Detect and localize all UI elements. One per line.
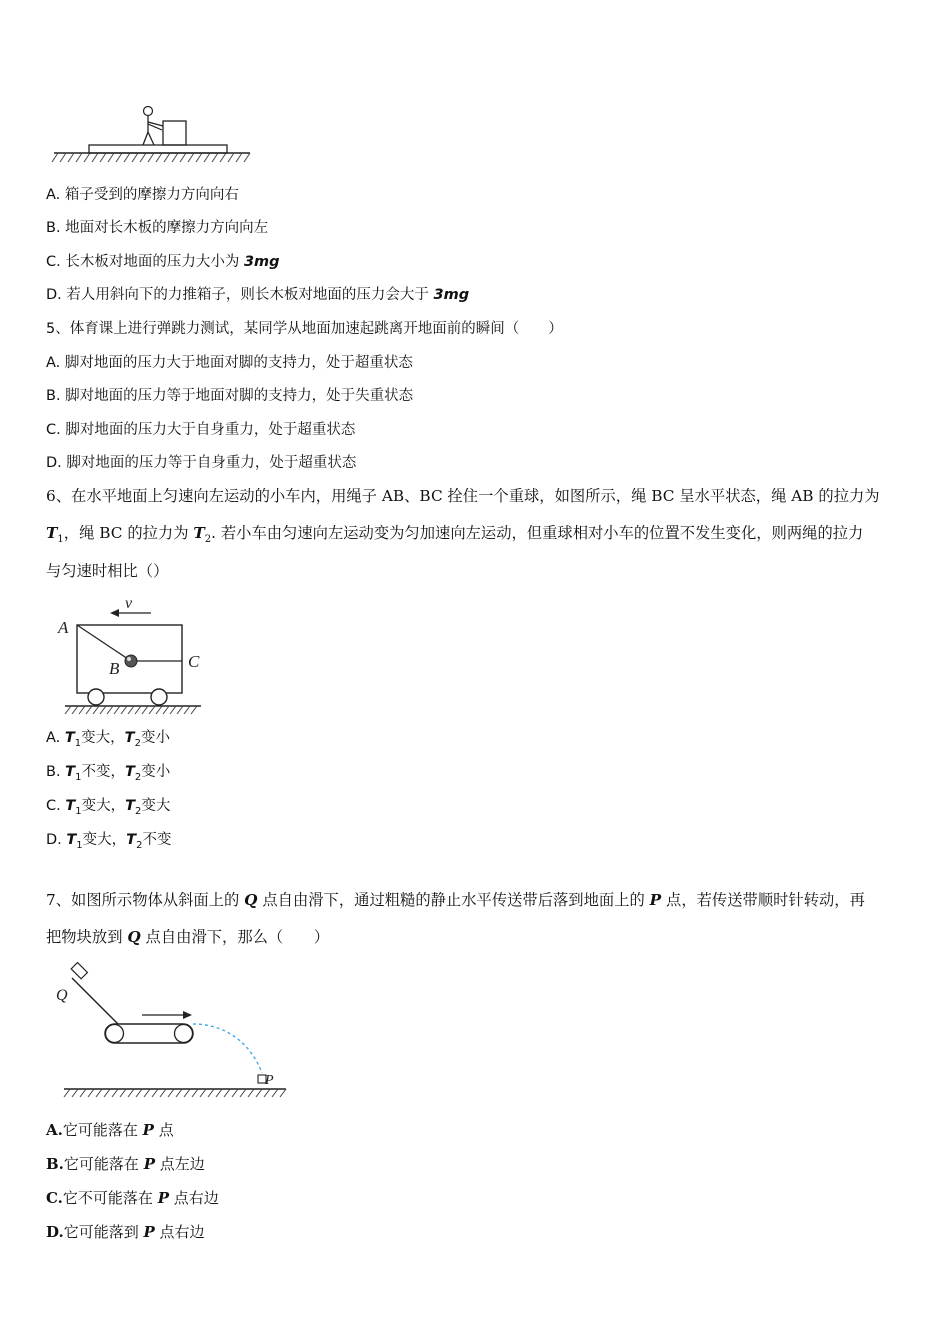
q6-d-t2-sub: 2 <box>136 839 143 851</box>
q6-option-d <box>46 830 171 856</box>
q6-option-c-label: C. <box>46 798 66 814</box>
q7-stem-q2: Q <box>127 928 141 946</box>
conveyor-figure <box>50 962 290 1102</box>
q7-option-b-text1: 它可能落在 <box>63 1155 144 1173</box>
q6-option-a-text1: 变大， <box>81 730 125 746</box>
q7-option-d-p: P <box>143 1223 155 1241</box>
point-c-label: C <box>188 652 200 671</box>
q7-option-a-text2: 点 <box>153 1121 174 1139</box>
q6-b-t1: T <box>65 764 76 780</box>
q7-stem-1c: 点，若传送带顺时针转动，再 <box>661 891 865 909</box>
q7-option-c <box>46 1188 219 1208</box>
q5-option-b: B. 脚对地面的压力等于地面对脚的支持力，处于失重状态 <box>46 388 414 404</box>
q4-option-d-text: D. 若人用斜向下的力推箱子，则长木板对地面的压力会大于 <box>46 287 434 303</box>
q6-option-a-label: A. <box>46 730 65 746</box>
point-a-label: A <box>58 618 69 637</box>
q6-stem-line2-b: . 若小车由匀速向左运动变为匀加速向左运动，但重球相对小车的位置不发生变化，则两绳的拉力 <box>211 524 864 542</box>
q7-option-d-text2: 点右边 <box>154 1223 205 1241</box>
q7-stem-line2 <box>46 927 329 947</box>
q6-t1-sub: 1 <box>57 534 64 546</box>
q7-option-b-text2: 点左边 <box>154 1155 205 1173</box>
q7-option-a <box>46 1120 174 1140</box>
q6-option-b-text1: 不变， <box>81 764 125 780</box>
q6-c-t1-sub: 1 <box>75 805 82 817</box>
q6-stem-line3: 与匀速时相比（） <box>46 562 169 580</box>
q4-option-d-value: 3mg <box>433 287 470 303</box>
q6-a-t2: T <box>124 730 135 746</box>
person-box-board-figure <box>50 100 255 166</box>
q7-stem-2b: 点自由滑下，那么（ ） <box>140 928 330 946</box>
q4-option-a: A. 箱子受到的摩擦力方向向右 <box>46 187 239 203</box>
q7-option-d <box>46 1222 205 1242</box>
q6-b-t1-sub: 1 <box>75 771 82 783</box>
q7-option-a-p: P <box>142 1121 154 1139</box>
q6-d-t1-sub: 1 <box>76 839 83 851</box>
q6-option-a-text2: 变小 <box>140 730 170 746</box>
q6-option-d-label: D. <box>46 832 67 848</box>
q5-option-d: D. 脚对地面的压力等于自身重力，处于超重状态 <box>46 455 357 471</box>
point-b-label: B <box>109 659 120 678</box>
q6-stem-line2-a: ，绳 BC 的拉力为 <box>63 524 194 542</box>
cart-ball-figure <box>55 592 215 720</box>
q4-option-c-value: 3mg <box>243 254 280 270</box>
q7-stem-line1 <box>46 890 865 910</box>
q6-option-b-text2: 变小 <box>141 764 171 780</box>
q6-c-t1: T <box>65 798 76 814</box>
q5-option-c: C. 脚对地面的压力大于自身重力，处于超重状态 <box>46 422 356 438</box>
q7-stem-1a: 7、如图所示物体从斜面上的 <box>46 891 245 909</box>
q7-option-c-text1: 它不可能落在 <box>62 1189 158 1207</box>
q7-stem-p: P <box>649 891 662 909</box>
q6-a-t1: T <box>64 730 75 746</box>
q6-option-c-text1: 变大， <box>81 798 126 814</box>
q6-b-t2: T <box>124 764 135 780</box>
q6-option-c-text2: 变大 <box>141 798 171 814</box>
q7-option-c-text2: 点右边 <box>168 1189 219 1207</box>
q6-t1-symbol: T <box>46 524 58 542</box>
q6-t2-symbol: T <box>193 524 205 542</box>
q6-option-b-label: B. <box>46 764 66 780</box>
q5-stem: 5、体育课上进行弹跳力测试，某同学从地面加速起跳离开地面前的瞬间（ ） <box>46 321 563 337</box>
q6-d-t2: T <box>126 832 137 848</box>
q4-option-c-text: C. 长木板对地面的压力大小为 <box>46 254 244 270</box>
q7-stem-2a: 把物块放到 <box>46 928 128 946</box>
q4-option-b: B. 地面对长木板的摩擦力方向向左 <box>46 220 269 236</box>
q4-option-c <box>46 252 280 272</box>
q7-option-c-p: P <box>157 1189 169 1207</box>
velocity-label: v <box>125 595 133 612</box>
q6-c-t2-sub: 2 <box>135 805 142 817</box>
q7-stem-1b: 点自由滑下，通过粗糙的静止水平传送带后落到地面上的 <box>257 891 650 909</box>
q6-c-t2: T <box>125 798 136 814</box>
q7-option-b-label: B. <box>46 1155 64 1173</box>
q6-option-d-text1: 变大， <box>82 832 127 848</box>
q6-b-t2-sub: 2 <box>134 771 142 783</box>
q6-t2-sub: 2 <box>204 534 212 546</box>
q6-a-t2-sub: 2 <box>134 737 141 749</box>
q7-stem-q: Q <box>244 891 258 909</box>
q7-option-b-p: P <box>143 1155 155 1173</box>
q6-d-t1: T <box>66 832 77 848</box>
q7-option-a-label: A. <box>46 1121 63 1139</box>
q7-option-a-text1: 它可能落在 <box>62 1121 143 1139</box>
q7-option-d-label: D. <box>46 1223 64 1241</box>
q6-option-b <box>46 762 170 788</box>
q7-option-b <box>46 1154 205 1174</box>
q6-option-c <box>46 796 170 822</box>
q7-option-c-label: C. <box>46 1189 63 1207</box>
q5-option-a: A. 脚对地面的压力大于地面对脚的支持力，处于超重状态 <box>46 355 413 371</box>
point-q-label: Q <box>56 987 68 1004</box>
q4-option-d <box>46 285 469 305</box>
q6-stem-line1: 6、在水平地面上匀速向左运动的小车内，用绳子 AB、BC 拴住一个重球，如图所示，绳 BC 呈水平状态，绳 AB 的拉力为 <box>46 487 880 505</box>
q6-stem-line2 <box>46 523 863 550</box>
q6-a-t1-sub: 1 <box>74 737 82 749</box>
q6-option-d-text2: 不变 <box>142 832 172 848</box>
q7-option-d-text1: 它可能落到 <box>63 1223 144 1241</box>
q6-option-a <box>46 728 170 754</box>
point-p-label: P <box>265 1073 274 1088</box>
